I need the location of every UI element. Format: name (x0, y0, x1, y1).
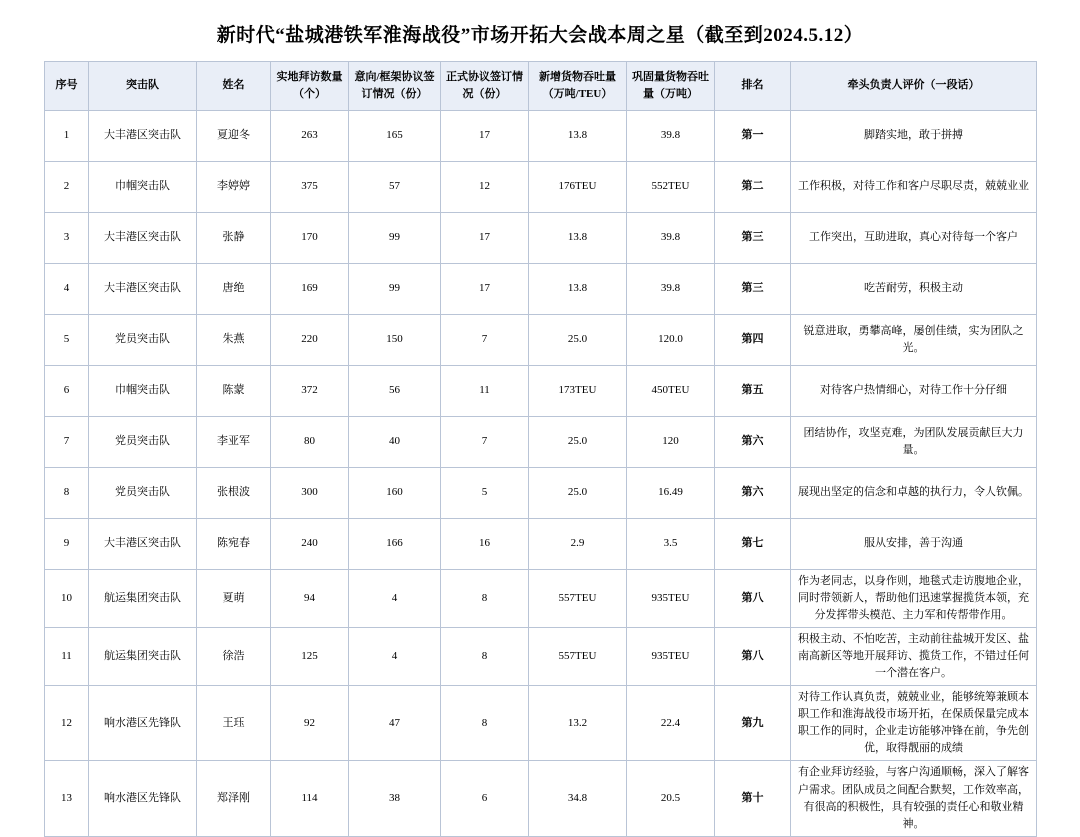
cell-consolidated-volume: 120.0 (627, 315, 715, 366)
cell-intent: 57 (349, 162, 441, 213)
cell-formal: 17 (441, 111, 529, 162)
cell-rank: 第四 (715, 315, 791, 366)
cell-index: 3 (45, 213, 89, 264)
table-row (45, 686, 1037, 761)
page-title: 新时代“盐城港铁军淮海战役”市场开拓大会战本周之星（截至到2024.5.12） (216, 25, 864, 46)
star-of-the-week-table (44, 61, 1037, 837)
table-row (45, 315, 1037, 366)
cell-team: 大丰港区突击队 (89, 111, 197, 162)
cell-index: 5 (45, 315, 89, 366)
cell-new-volume: 25.0 (529, 417, 627, 468)
col-header-consolidated-throughput: 巩固量货物吞吐量（万吨） (627, 62, 715, 111)
cell-comment: 工作突出，互助进取，真心对待每一个客户 (791, 213, 1037, 264)
cell-consolidated-volume: 16.49 (627, 468, 715, 519)
col-header-index: 序号 (45, 62, 89, 111)
cell-name: 陈宛春 (197, 519, 271, 570)
cell-team: 党员突击队 (89, 468, 197, 519)
cell-intent: 47 (349, 686, 441, 761)
cell-team: 巾帼突击队 (89, 366, 197, 417)
cell-formal: 16 (441, 519, 529, 570)
cell-team: 大丰港区突击队 (89, 213, 197, 264)
cell-index: 1 (45, 111, 89, 162)
cell-comment: 工作积极，对待工作和客户尽职尽责，兢兢业业 (791, 162, 1037, 213)
cell-rank: 第十 (715, 761, 791, 836)
cell-consolidated-volume: 39.8 (627, 264, 715, 315)
cell-visits: 169 (271, 264, 349, 315)
cell-intent: 56 (349, 366, 441, 417)
cell-name: 张静 (197, 213, 271, 264)
cell-name: 朱燕 (197, 315, 271, 366)
cell-team: 巾帼突击队 (89, 162, 197, 213)
cell-new-volume: 25.0 (529, 315, 627, 366)
cell-index: 8 (45, 468, 89, 519)
table-row (45, 628, 1037, 686)
cell-intent: 165 (349, 111, 441, 162)
table-row (45, 366, 1037, 417)
cell-intent: 4 (349, 570, 441, 628)
col-header-intent-agreements: 意向/框架协议签订情况（份） (349, 62, 441, 111)
cell-visits: 263 (271, 111, 349, 162)
cell-new-volume: 176TEU (529, 162, 627, 213)
cell-comment: 团结协作，攻坚克难，为团队发展贡献巨大力量。 (791, 417, 1037, 468)
cell-comment: 展现出坚定的信念和卓越的执行力，令人钦佩。 (791, 468, 1037, 519)
col-header-formal-agreements: 正式协议签订情况（份） (441, 62, 529, 111)
cell-rank: 第三 (715, 264, 791, 315)
col-header-visits: 实地拜访数量（个） (271, 62, 349, 111)
cell-team: 大丰港区突击队 (89, 519, 197, 570)
cell-visits: 240 (271, 519, 349, 570)
cell-consolidated-volume: 552TEU (627, 162, 715, 213)
cell-intent: 38 (349, 761, 441, 836)
cell-new-volume: 173TEU (529, 366, 627, 417)
cell-new-volume: 2.9 (529, 519, 627, 570)
cell-intent: 99 (349, 213, 441, 264)
cell-intent: 150 (349, 315, 441, 366)
cell-rank: 第三 (715, 213, 791, 264)
table-row (45, 264, 1037, 315)
cell-consolidated-volume: 22.4 (627, 686, 715, 761)
cell-name: 张根波 (197, 468, 271, 519)
cell-team: 航运集团突击队 (89, 628, 197, 686)
cell-formal: 11 (441, 366, 529, 417)
col-header-name: 姓名 (197, 62, 271, 111)
cell-consolidated-volume: 3.5 (627, 519, 715, 570)
cell-index: 2 (45, 162, 89, 213)
table-row (45, 570, 1037, 628)
cell-visits: 125 (271, 628, 349, 686)
cell-new-volume: 25.0 (529, 468, 627, 519)
table-row (45, 213, 1037, 264)
cell-rank: 第五 (715, 366, 791, 417)
cell-consolidated-volume: 120 (627, 417, 715, 468)
cell-new-volume: 13.2 (529, 686, 627, 761)
cell-consolidated-volume: 39.8 (627, 213, 715, 264)
cell-index: 6 (45, 366, 89, 417)
cell-rank: 第九 (715, 686, 791, 761)
cell-index: 7 (45, 417, 89, 468)
cell-comment: 脚踏实地，敢于拼搏 (791, 111, 1037, 162)
cell-rank: 第六 (715, 468, 791, 519)
cell-intent: 40 (349, 417, 441, 468)
cell-comment: 吃苦耐劳，积极主动 (791, 264, 1037, 315)
table-row (45, 111, 1037, 162)
cell-formal: 17 (441, 264, 529, 315)
cell-team: 航运集团突击队 (89, 570, 197, 628)
cell-consolidated-volume: 935TEU (627, 570, 715, 628)
cell-index: 11 (45, 628, 89, 686)
cell-formal: 12 (441, 162, 529, 213)
table-row (45, 761, 1037, 836)
cell-comment: 有企业拜访经验，与客户沟通顺畅，深入了解客户需求。团队成员之间配合默契，工作效率高，有很高的积极性，具有较强的责任心和敬业精神。 (791, 761, 1037, 836)
cell-formal: 8 (441, 686, 529, 761)
table-header-row (45, 62, 1037, 111)
cell-team: 响水港区先锋队 (89, 686, 197, 761)
cell-name: 唐绝 (197, 264, 271, 315)
cell-visits: 375 (271, 162, 349, 213)
cell-intent: 160 (349, 468, 441, 519)
cell-formal: 6 (441, 761, 529, 836)
cell-name: 李婷婷 (197, 162, 271, 213)
cell-consolidated-volume: 39.8 (627, 111, 715, 162)
cell-rank: 第八 (715, 628, 791, 686)
cell-new-volume: 13.8 (529, 264, 627, 315)
cell-index: 13 (45, 761, 89, 836)
cell-name: 陈蒙 (197, 366, 271, 417)
col-header-comment: 牵头负责人评价（一段话） (791, 62, 1037, 111)
cell-intent: 166 (349, 519, 441, 570)
cell-rank: 第二 (715, 162, 791, 213)
cell-name: 夏迎冬 (197, 111, 271, 162)
cell-comment: 积极主动、不怕吃苦，主动前往盐城开发区、盐南高新区等地开展拜访、揽货工作，不错过任何一个潜在客户。 (791, 628, 1037, 686)
cell-formal: 7 (441, 417, 529, 468)
cell-intent: 99 (349, 264, 441, 315)
cell-team: 党员突击队 (89, 417, 197, 468)
cell-new-volume: 557TEU (529, 628, 627, 686)
cell-visits: 92 (271, 686, 349, 761)
cell-consolidated-volume: 450TEU (627, 366, 715, 417)
cell-new-volume: 13.8 (529, 213, 627, 264)
cell-index: 10 (45, 570, 89, 628)
cell-name: 郑泽刚 (197, 761, 271, 836)
cell-comment: 对待客户热情细心，对待工作十分仔细 (791, 366, 1037, 417)
cell-new-volume: 557TEU (529, 570, 627, 628)
table-row (45, 162, 1037, 213)
cell-index: 4 (45, 264, 89, 315)
cell-index: 12 (45, 686, 89, 761)
cell-visits: 300 (271, 468, 349, 519)
cell-formal: 17 (441, 213, 529, 264)
col-header-rank: 排名 (715, 62, 791, 111)
cell-team: 大丰港区突击队 (89, 264, 197, 315)
cell-visits: 114 (271, 761, 349, 836)
cell-comment: 锐意进取，勇攀高峰，屡创佳绩，实为团队之光。 (791, 315, 1037, 366)
cell-name: 王珏 (197, 686, 271, 761)
table-row (45, 468, 1037, 519)
cell-formal: 7 (441, 315, 529, 366)
col-header-team: 突击队 (89, 62, 197, 111)
cell-visits: 372 (271, 366, 349, 417)
cell-visits: 80 (271, 417, 349, 468)
table-header (45, 62, 1037, 111)
cell-new-volume: 13.8 (529, 111, 627, 162)
cell-formal: 8 (441, 628, 529, 686)
cell-new-volume: 34.8 (529, 761, 627, 836)
table-row (45, 417, 1037, 468)
cell-rank: 第八 (715, 570, 791, 628)
cell-formal: 5 (441, 468, 529, 519)
cell-formal: 8 (441, 570, 529, 628)
cell-team: 响水港区先锋队 (89, 761, 197, 836)
cell-comment: 服从安排，善于沟通 (791, 519, 1037, 570)
cell-team: 党员突击队 (89, 315, 197, 366)
cell-comment: 对待工作认真负责，兢兢业业，能够统筹兼顾本职工作和淮海战役市场开拓，在保质保量完成本职工作的同时，企业走访能够冲锋在前，争先创优，取得靓丽的成绩 (791, 686, 1037, 761)
cell-name: 李亚军 (197, 417, 271, 468)
cell-intent: 4 (349, 628, 441, 686)
table-row (45, 519, 1037, 570)
cell-index: 9 (45, 519, 89, 570)
cell-comment: 作为老同志，以身作则，地毯式走访腹地企业，同时带领新人，帮助他们迅速掌握揽货本领，充分发挥带头模范、主力军和传帮带作用。 (791, 570, 1037, 628)
cell-visits: 94 (271, 570, 349, 628)
cell-visits: 170 (271, 213, 349, 264)
cell-rank: 第六 (715, 417, 791, 468)
cell-visits: 220 (271, 315, 349, 366)
cell-rank: 第七 (715, 519, 791, 570)
cell-name: 徐浩 (197, 628, 271, 686)
col-header-new-throughput: 新增货物吞吐量（万吨/TEU） (529, 62, 627, 111)
table-body (45, 111, 1037, 837)
cell-name: 夏萌 (197, 570, 271, 628)
cell-consolidated-volume: 20.5 (627, 761, 715, 836)
cell-rank: 第一 (715, 111, 791, 162)
cell-consolidated-volume: 935TEU (627, 628, 715, 686)
